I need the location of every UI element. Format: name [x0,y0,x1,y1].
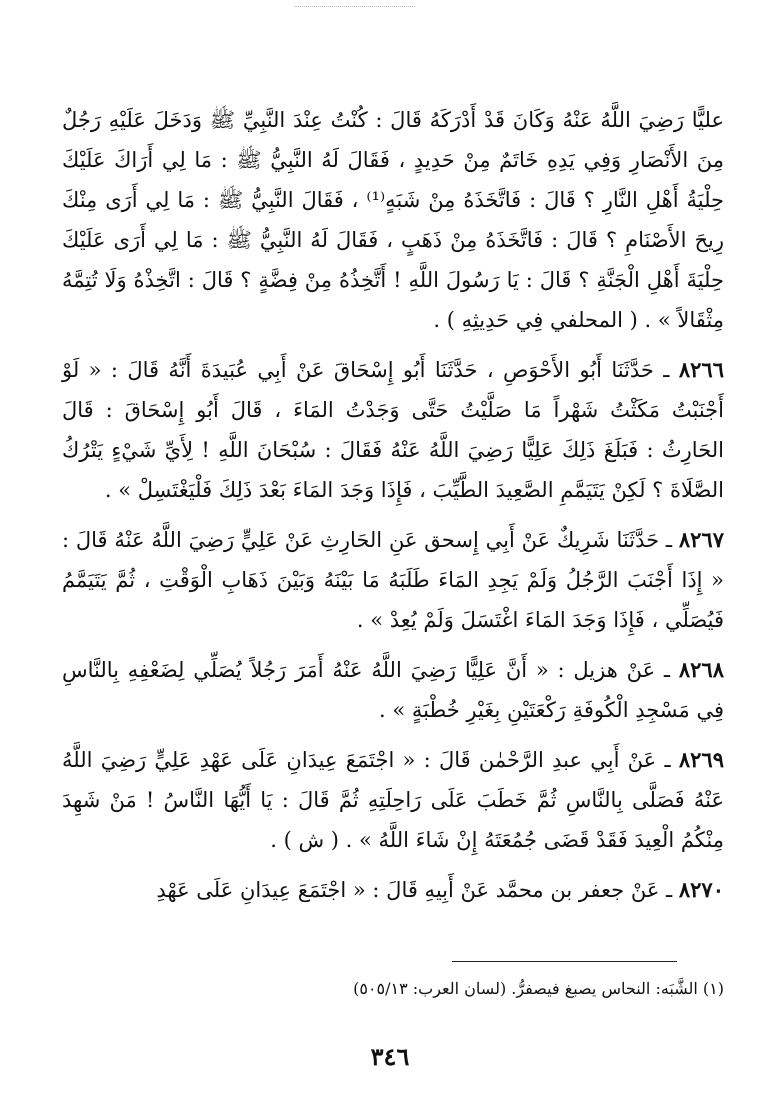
hadith-8266 [62,350,724,510]
hadith-text: ـ حَدَّثَنَا شَرِيكٌ عَنْ أَبِي إِسحق عَنِ الحَارِثِ عَنْ عَلِيٍّ رَضِيَ اللَّهُ عَنْهُ قَالَ : « إِذَا أَجْنَبَ الرَّجُلُ وَلَمْ يَجِدِ المَاءَ طَلَبَهُ مَا بَيْنَهُ وَبَيْنَ ذَهَابِ الْوَقْتِ ، ثُمَّ يَتَيَمَّمُ فَيُصَلِّي ، فَإِذَا وَجَدَ المَاءَ اغْتَسَلَ وَلَمْ يُعِدْ » . [62,528,724,632]
top-dotted-rule [295,6,415,7]
hadith-text: ـ عَنْ جعفر بن محمَّد عَنْ أَبِيهِ قَالَ : « اجْتَمَعَ عِيدَانِ عَلَى عَهْدِ [156,878,673,902]
hadith-8267 [62,520,724,640]
hadith-text: ـ عَنْ أَبِي عبدِ الرَّحْمٰن قَالَ : « اجْتَمَعَ عِيدَانِ عَلَى عَهْدِ عَلِيٍّ رَضِيَ اللَّهُ عَنْهُ فَصَلَّى بِالنَّاسِ ثُمَّ خَطَبَ عَلَى رَاحِلَتِهِ ثُمَّ قَالَ : يَا أَيُّهَا النَّاسُ ! مَنْ شَهِدَ مِنْكُمُ الْعِيدَ فَقَدْ قَضَى جُمُعَتَهُ إِنْ شَاءَ اللَّهُ » . ( ش ) . [62,748,724,852]
paragraph-text: عليًّا رَضِيَ اللَّهُ عَنْهُ وَكَانَ قَدْ أَدْرَكَهُ قَالَ : كُنْتُ عِنْدَ النَّبِيِّ ﷺ وَدَخَلَ عَلَيْهِ رَجُلٌ مِنَ الأَنْصَارِ وَفِي يَدِهِ خَاتَمٌ مِنْ حَدِيدٍ ، فَقَالَ لَهُ النَّبِيُّ ﷺ : مَا لِي أَرَاكَ عَلَيْكَ حِلْيَةُ أَهْلِ النَّارِ ؟ قَالَ : فَاتَّخَذَهُ مِنْ شَبَهٍ⁽¹⁾ ، فَقَالَ النَّبِيُّ ﷺ : مَا لِي أَرَى مِنْكَ رِيحَ الأَصْنَامِ ؟ قَالَ : فَاتَّخَذَهُ مِنْ ذَهَبٍ ، فَقَالَ لَهُ النَّبِيُّ ﷺ : مَا لِي أَرَى عَلَيْكَ حِلْيَةَ أَهْلِ الْجَنَّةِ ؟ قَالَ : يَا رَسُولَ اللَّهِ ! أَتَّخِذُهُ مِنْ فِضَّةٍ ؟ قَالَ : اتَّخِذْهُ وَلَا تُتِمَّهُ مِثْقَالاً » . ( المحلفي فِي حَدِيثِهِ ) . [62,108,724,332]
footnote-separator [452,961,677,962]
main-text [62,100,724,910]
hadith-number: ٨٢٦٨ [678,657,724,682]
hadith-8269 [62,740,724,860]
hadith-number: ٨٢٦٧ [678,527,724,552]
hadith-number: ٨٢٦٩ [678,747,724,772]
paragraph-continuation [62,100,724,340]
page-number: ٣٤٦ [370,1042,410,1071]
hadith-text: ـ عَنْ هزيل : « أَنَّ عَلِيًّا رَضِيَ اللَّهُ عَنْهُ أَمَرَ رَجُلاً يُصَلِّي لِضَعْفِهِ بِالنَّاسِ فِي مَسْجِدِ الْكُوفَةِ رَكْعَتَيْنِ بِغَيْرِ خُطْبَةٍ » . [62,658,724,722]
hadith-8270 [62,870,724,910]
hadith-8268 [62,650,724,730]
hadith-number: ٨٢٦٦ [678,357,724,382]
hadith-number: ٨٢٧٠ [678,877,724,902]
hadith-text: ـ حَدَّثَنَا أَبُو الأَحْوَصِ ، حَدَّثَنَا أَبُو إِسْحَاقَ عَنْ أَبِي عُبَيدَةَ أَنَّهُ قَالَ : « لَوْ أَجْنَبْتُ مَكَثْتُ شَهْراً مَا صَلَّيْتُ حَتَّى وَجَدْتُ المَاءَ ، قَالَ أَبُو إِسْحَاقَ : قَالَ الحَارِثُ : فَبَلَغَ ذَلِكَ عَلِيًّا رَضِيَ اللَّهُ عَنْهُ فَقَالَ : سُبْحَانَ اللَّهِ ! لِأَيِّ شَيْءٍ يَتْرُكُ الصَّلَاةَ ؟ لَكِنْ يَتَيَمَّمِ الصَّعِيدَ الطَّيِّبَ ، فَإِذَا وَجَدَ المَاءَ بَعْدَ ذَلِكَ فَلْيَغْتَسِلْ » . [62,358,724,502]
footnote: (١) الشَّبَه: النحاس يصبغ فيصفرُّ. (لسان العرب: ٥٠٥/١٣) [353,979,724,998]
